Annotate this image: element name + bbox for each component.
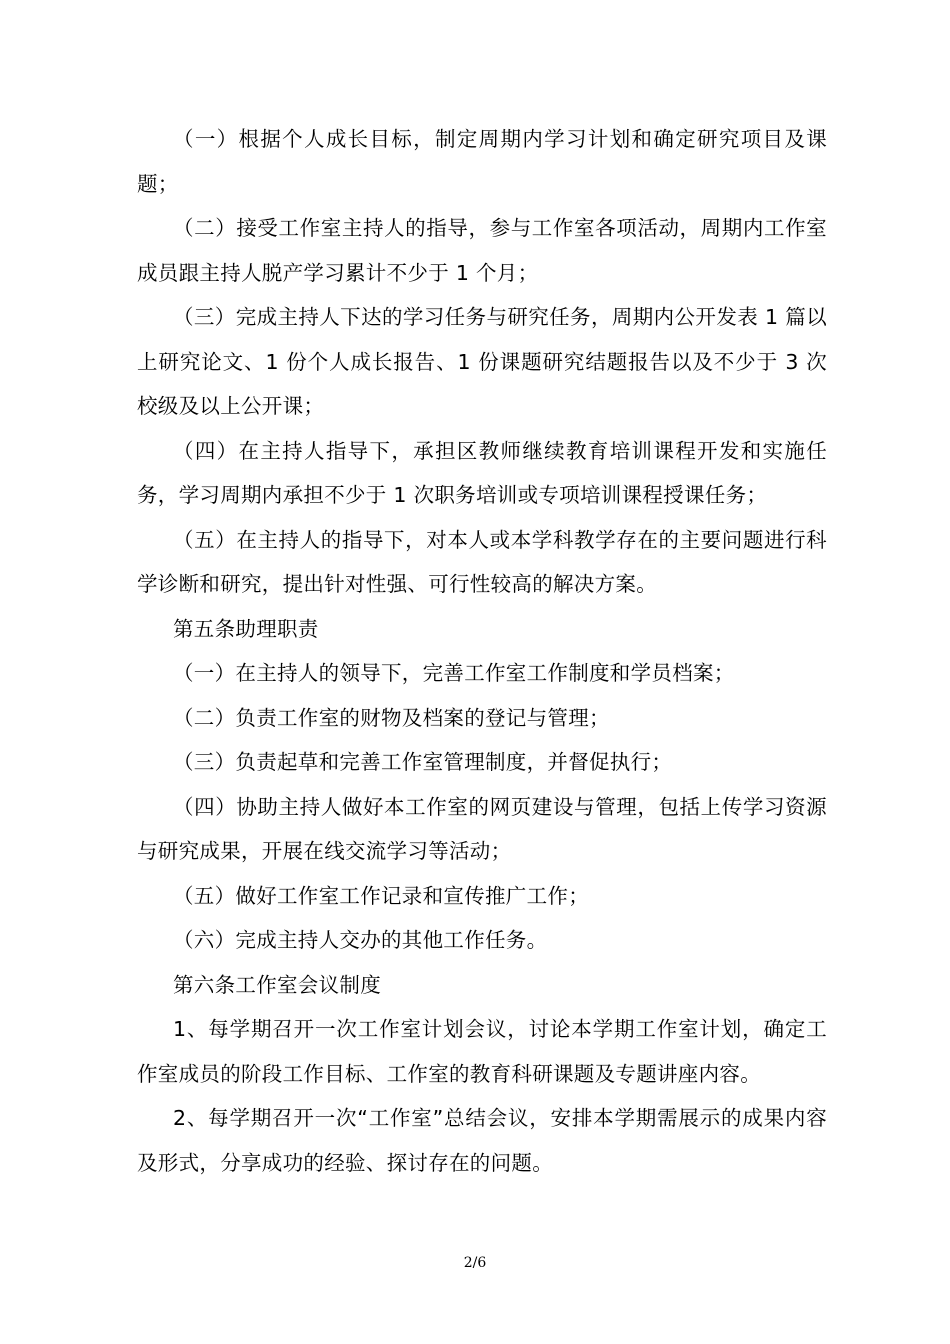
paragraph-8: （二）负责工作室的财物及档案的登记与管理； — [173, 705, 610, 730]
section-heading-article-5: 第五条助理职责 — [173, 616, 319, 641]
paragraph-1: （一）根据个人成长目标，制定周期内学习计划和确定研究项目及课题； — [137, 127, 827, 196]
paragraph-12: （六）完成主持人交办的其他工作任务。 — [173, 928, 548, 952]
document-body — [137, 117, 827, 1185]
paragraph-15: 2、每学期召开一次“工作室”总结会议，安排本学期需展示的成果内容及形式，分享成功的经验、探讨存在的问题。 — [137, 1106, 827, 1175]
paragraph-2: （二）接受工作室主持人的指导，参与工作室各项活动，周期内工作室成员跟主持人脱产学习累计不少于 1 个月； — [137, 216, 827, 285]
paragraph-7: （一）在主持人的领导下，完善工作室工作制度和学员档案； — [173, 661, 735, 685]
paragraph-11: （五）做好工作室工作记录和宣传推广工作； — [173, 883, 589, 908]
paragraph-14: 1、每学期召开一次工作室计划会议，讨论本学期工作室计划，确定工作室成员的阶段工作目标、工作室的教育科研课题及专题讲座内容。 — [137, 1017, 827, 1086]
paragraph-9: （三）负责起草和完善工作室管理制度，并督促执行； — [173, 750, 673, 774]
paragraph-3: （三）完成主持人下达的学习任务与研究任务，周期内公开发表 1 篇以上研究论文、1 份个人成长报告、1 份课题研究结题报告以及不少于 3 次校级及以上公开课； — [137, 305, 827, 418]
page-number: 2/6 — [463, 1255, 487, 1271]
paragraph-5: （五）在主持人的指导下，对本人或本学科教学存在的主要问题进行科学诊断和研究，提出针对性强、可行性较高的解决方案。 — [137, 527, 827, 596]
section-heading-article-6: 第六条工作室会议制度 — [173, 972, 381, 997]
paragraph-4: （四）在主持人指导下，承担区教师继续教育培训课程开发和实施任务，学习周期内承担不少于 1 次职务培训或专项培训课程授课任务； — [137, 438, 827, 507]
paragraph-10: （四）协助主持人做好本工作室的网页建设与管理，包括上传学习资源与研究成果，开展在线交流学习等活动； — [137, 794, 827, 863]
